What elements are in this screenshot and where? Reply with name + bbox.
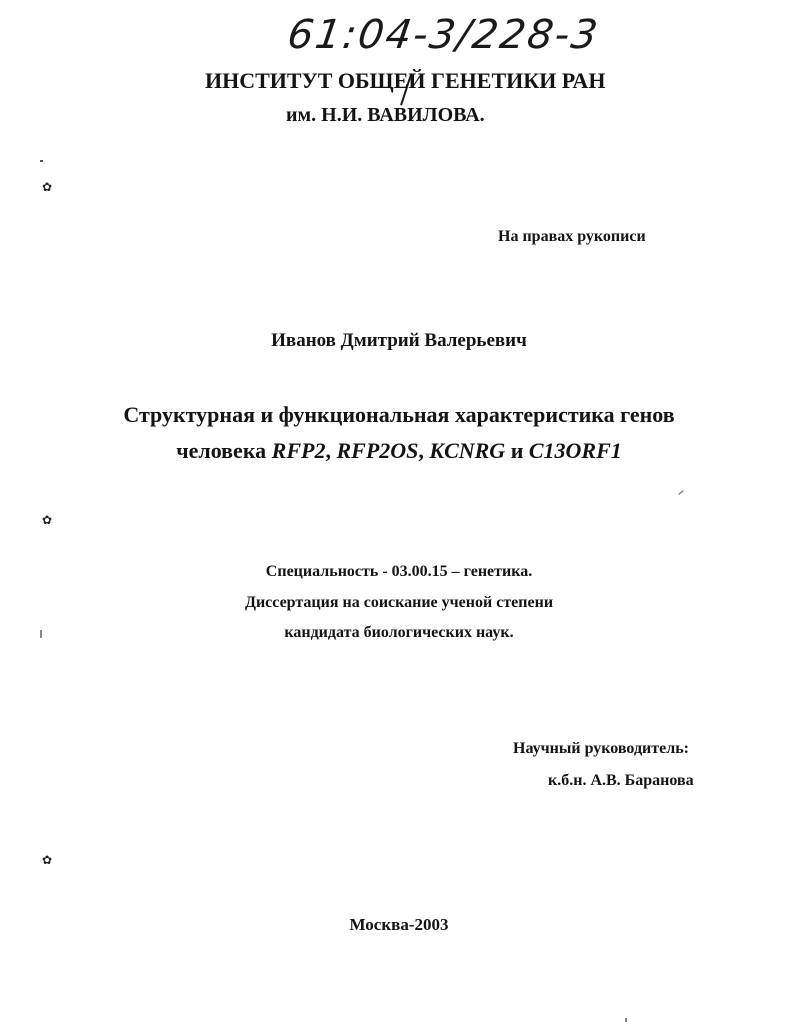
degree-line: Диссертация на соискание ученой степени: [244, 594, 554, 611]
scan-speck: [40, 630, 42, 638]
punch-hole-mark-icon: ✿: [42, 513, 53, 527]
handwritten-archive-code: 61:04-3/228-3: [284, 12, 603, 58]
degree-type-line: кандидата биологических наук.: [284, 624, 514, 641]
scan-speck: [40, 160, 43, 162]
city-year: Москва-2003: [349, 915, 449, 934]
supervisor-label: Научный руководитель:: [513, 740, 689, 757]
punch-hole-mark-icon: ✿: [42, 180, 53, 194]
supervisor-name: к.б.н. А.В. Баранова: [548, 772, 694, 789]
manuscript-rights-note: На правах рукописи: [498, 228, 646, 245]
gene-c13orf1: C13ORF1: [528, 438, 622, 463]
punch-hole-mark-icon: ✿: [42, 853, 53, 867]
dissertation-title-line-1: Структурная и функциональная характеристика генов: [123, 402, 675, 427]
scan-speck: [678, 490, 683, 495]
author-name: Иванов Дмитрий Валерьевич: [271, 330, 527, 351]
gene-rfp2os: RFP2OS: [336, 438, 419, 463]
title-sep-2: ,: [418, 438, 430, 463]
dissertation-title-line-2: [0, 438, 798, 464]
specialty-line: Специальность - 03.00.15 – генетика.: [265, 563, 533, 580]
institute-named-after: им. Н.И. ВАВИЛОВА.: [286, 104, 485, 126]
title-sep-3: и: [505, 438, 529, 463]
title-prefix: человека: [176, 438, 272, 463]
institute-name: ИНСТИТУТ ОБЩЕЙ ГЕНЕТИКИ РАН: [205, 68, 606, 93]
scan-speck: [625, 1018, 627, 1022]
title-sep-1: ,: [325, 438, 337, 463]
gene-kcnrg: KCNRG: [429, 438, 506, 463]
gene-rfp2: RFP2: [271, 438, 326, 463]
